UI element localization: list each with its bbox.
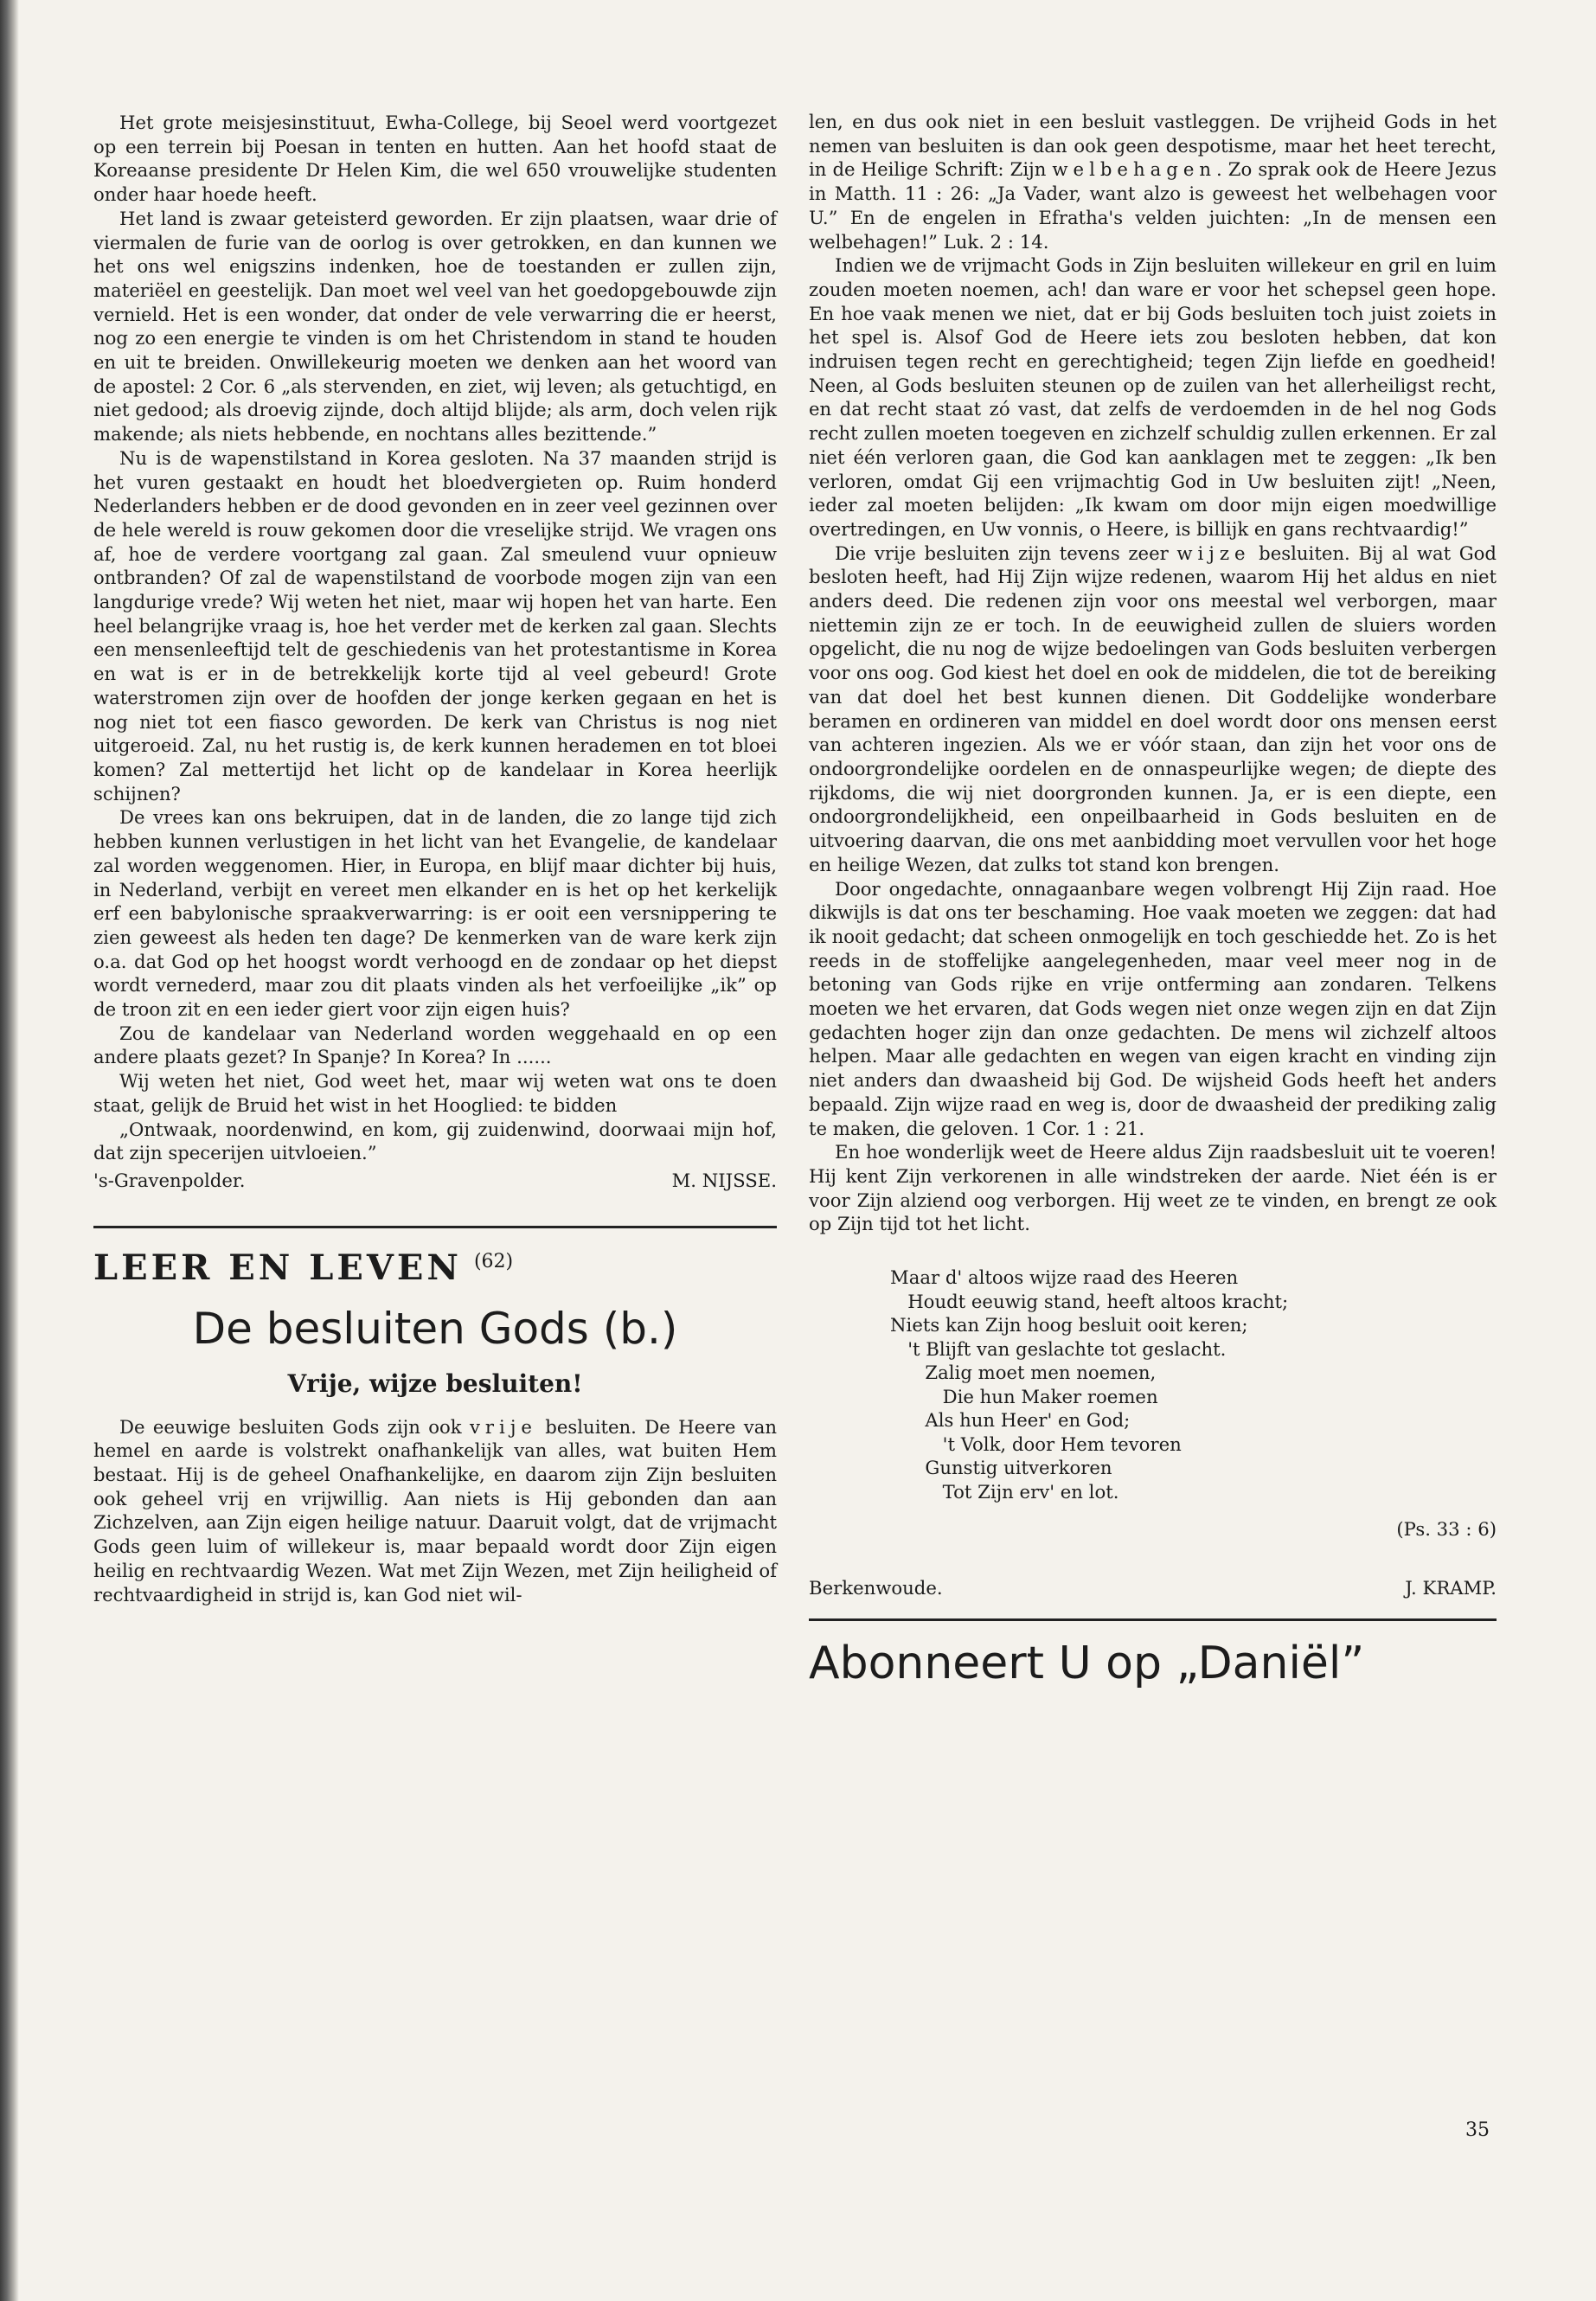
verse-line: 't Volk, door Hem tevoren (890, 1433, 1182, 1455)
section-divider (809, 1618, 1497, 1621)
subscription-advert: Abonneert U op „Daniël” (809, 1638, 1365, 1690)
emphasis-text: wijze (1176, 542, 1251, 564)
emphasis-text: vrije (469, 1415, 537, 1438)
psalm-verse (890, 1266, 1497, 1503)
signature-place: Berkenwoude. (809, 1576, 943, 1599)
article-subtitle: Vrije, wijze besluiten! (287, 1368, 583, 1398)
verse-line: Zalig moet men noemen, (890, 1362, 1157, 1384)
page-number: 35 (1465, 2119, 1490, 2141)
article-paragraph (809, 110, 1497, 253)
section-divider (93, 1226, 777, 1228)
article-paragraph (809, 542, 1497, 877)
text-run: besluiten. Bij al wat God besloten heeft, had Hij Zijn wijze redenen, waarom Hij het aldus en niet anders deed. Die redenen zijn voor ons meestal wel verborgen, maar niettemin zijn ze er toch. In de eeuwigheid zullen de sluiers worden opgelicht, die nu nog de wijze bedoelingen van Gods besluiten verbergen voor ons oog. God kiest het doel en ook de middelen, die tot de bereiking van dat doel het best kunnen dienen. Dit Goddelijke wonderbare beramen en ordineren van middel en doel wordt door ons mensen eerst van achteren ingezien. Als we er vóór staan, dan zijn het voor ons de ondoorgrondelijke oordelen en de onnaspeurlijke wegen; de diepte des rijkdoms, die wij niet doorgronden kunnen. Ja, er is een diepte, een ondoorgrondelijkheid, een onpeilbaarheid in Gods besluiten en de uitvoering daarvan, die ons met aanbidding moet vervullen voor het hoge en heilige Wezen, dat zulks tot stand kon brengen. (809, 542, 1497, 875)
verse-line: 't Blijft van geslachte tot geslacht. (890, 1337, 1227, 1360)
article-paragraph (93, 1415, 777, 1607)
verse-line: Niets kan Zijn hoog besluit ooit keren; (890, 1314, 1248, 1336)
verse-line: Die hun Maker roemen (890, 1385, 1158, 1407)
article-paragraph: Door ongedachte, onnagaanbare wegen volbrengt Hij Zijn raad. Hoe dikwijls is dat ons ter beschaming. Hoe vaak moeten we zeggen: dat had ik nooit gedacht; dat scheen onmogelijk en toch geschiedde het. Zo is het reeds in de stoffelijke aangelegenheden, maar veel meer nog in de betoning van Gods rijke en vrije ontferming aan zondaren. Telkens moeten we het ervaren, dat Gods wegen niet onze wegen zijn en dat Zijn gedachten hoger zijn dan onze gedachten. De mens wil zichzelf altoos helpen. Maar alle gedachten en wegen van eigen kracht en vinding zijn niet anders dan dwaasheid bij God. De wijsheid Gods heeft het anders bepaald. Zijn wijze raad en weg is, door de dwaasheid der prediking zalig te maken, die geloven. 1 Cor. 1 : 21. (809, 877, 1497, 1139)
text-run: besluiten. De Heere van hemel en aarde is volstrekt onafhankelijk van alles, wat buiten Hem bestaat. Hij is de geheel Onafhankelijke, en daarom zijn Zijn besluiten ook geheel vrij en vrijwillig. Aan niets is Hij gebonden dan aan Zichzelven, aan Zijn eigen heilige natuur. Daaruit volgt, dat de vrijmacht Gods geen luim of willekeur is, maar bepaald wordt door Zijn eigen heilig en rechtvaardig Wezen. Wat met Zijn Wezen, met Zijn heiligheid of rechtvaardigheid in strijd is, kan God niet wil- (93, 1415, 777, 1606)
signature-row (809, 1576, 1497, 1600)
paragraph: Nu is de wapenstilstand in Korea gesloten. Na 37 maanden strijd is het vuren gestaakt en houdt het bloedvergieten op. Ruim honderd Nederlanders hebben er de dood gevonden en in zeer veel gezinnen over de hele wereld is rouw gekomen door die vreselijke strijd. We vragen ons af, hoe de verdere voortgang zal gaan. Zal smeulend vuur opnieuw ontbranden? Of zal de wapenstilstand de voorbode mogen zijn van een langdurige vrede? Wij weten het niet, maar wij hopen het van harte. Een heel belangrijke vraag is, hoe het verder met de kerken zal gaan. Slechts een mensenleeftijd telt de geschiedenis van het protestantisme in Korea en wat is er in de betrekkelijk korte tijd al veel gebeurd! Grote waterstromen zijn over de hoofden der jonge kerken gegaan en het is nog niet tot een fiasco geworden. De kerk van Christus is nog niet uitgeroeid. Zal, nu het rustig is, de kerk kunnen herademen en tot bloei komen? Zal mettertijd het licht op de kandelaar in Korea heerlijk schijnen? (93, 446, 777, 804)
verse-line: Tot Zijn erv' en lot. (890, 1480, 1119, 1503)
verse-line: Maar d' altoos wijze raad des Heeren (890, 1266, 1239, 1289)
verse-line: Als hun Heer' en God; (890, 1409, 1131, 1432)
text-run: Die vrije besluiten zijn tevens zeer (835, 542, 1177, 564)
text-run: . Zo sprak ook de Heere Jezus in Matth. 11 : 26: „Ja Vader, want alzo is geweest het welbehagen voor U.” En de engelen in Efratha's velden juichten: „In de mensen een welbehagen!” Luk. 2 : 14. (809, 158, 1497, 253)
emphasis-text: welbehagen (1052, 158, 1216, 181)
series-title: LEER EN LEVEN (93, 1247, 462, 1288)
article-paragraph: Indien we de vrijmacht Gods in Zijn besluiten willekeur en gril en luim zouden moeten noemen, ach! dan ware er voor het schepsel geen hope. En hoe vaak menen we niet, dat er bij Gods besluiten toch juist zoiets in het spel is. Alsof God de Heere iets zou besloten hebben, dat kon indruisen tegen recht en gerechtigheid; tegen Zijn liefde en goedheid! Neen, al Gods besluiten steunen op de zuilen van het allerheiligst recht, en dat recht staat zó vast, dat zelfs de verdoemden in de hel nog Gods recht zullen moeten toegeven en zichzelf schuldig zullen erkennen. Er zal niet één verloren gaan, die God kan aanklagen met te zeggen: „Ik ben verloren, omdat Gij een vrijmachtig God in Uw besluiten zijt! „Neen, ieder zal moeten belijden: „Ik kwam om door mijn eigen moedwillige overtredingen, en Uw vonnis, o Heere, is billijk en gans rechtvaardig!” (809, 254, 1497, 540)
paragraph: Zou de kandelaar van Nederland worden weggehaald en op een andere plaats gezet? In Spanje? In Korea? In ...... (93, 1022, 777, 1068)
signature-place: 's-Gravenpolder. (93, 1169, 246, 1191)
series-heading (93, 1249, 777, 1287)
signature-row (93, 1169, 777, 1193)
paragraph: Het land is zwaar geteisterd geworden. Er zijn plaatsen, waar drie of viermalen de furie van de oorlog is over getrokken, en dan kunnen we het ons wel enigszins indenken, hoe de toestanden er zullen zijn, materiëel en geestelijk. Dan moet wel veel van het goedopgebouwde zijn vernield. Het is een wonder, dat onder de vele verwarring die er heerst, nog zo een energie te vinden is om het Christendom in stand te houden en uit te breiden. Onwillekeurig moeten we denken aan het woord van de apostel: 2 Cor. 6 „als stervenden, en ziet, wij leven; als getuchtigd, en niet gedood; als droevig zijnde, doch altijd blijde; als arm, doch velen rijk makende; als niets hebbende, en nochtans alles bezittende.” (93, 207, 777, 445)
article-title: De besluiten Gods (b.) (192, 1303, 678, 1354)
left-column (93, 111, 777, 1606)
paragraph: Het grote meisjesinstituut, Ewha-College, bij Seoel werd voortgezet op een terrein bij Poesan in tenten en hutten. Aan het hoofd staat de Koreaanse presidente Dr Helen Kim, die wel 650 vrouwelijke studenten onder haar hoede heeft. (93, 112, 777, 206)
verse-line: Houdt eeuwig stand, heeft altoos kracht; (890, 1290, 1289, 1312)
paragraph: De vrees kan ons bekruipen, dat in de landen, die zo lange tijd zich hebben kunnen verlustigen in het licht van het Evangelie, de kandelaar zal worden weggenomen. Hier, in Europa, en blijf maar dichter bij huis, in Nederland, verbijt en vereet men elkander en is het op het kerkelijk erf een babylonische spraakverwarring: is er ooit een versnippering te zien geweest als heden ten dage? De kenmerken van de ware kerk zijn o.a. dat God op het hoogst wordt verhoogd en de zondaar op het diepst wordt vernederd, maar zou dit plaats vinden als het verfoeilijke „ik” op de troon zit en een ieder giert voor zijn eigen huis? (93, 806, 777, 1021)
verse-line: Gunstig uitverkoren (890, 1457, 1112, 1479)
signature-author: J. KRAMP. (1405, 1576, 1497, 1599)
paragraph: Wij weten het niet, God weet het, maar wij weten wat ons te doen staat, gelijk de Bruid het wist in het Hooglied: te bidden (93, 1070, 777, 1116)
page-binding-edge (0, 0, 19, 2301)
article-paragraph: En hoe wonderlijk weet de Heere aldus Zijn raadsbesluit uit te voeren! Hij kent Zijn verkorenen in alle windstreken der aarde. Niet één is er voor Zijn alziend oog verborgen. Hij weet ze te vinden, en brengt ze ook op Zijn tijd tot het licht. (809, 1141, 1497, 1235)
text-run: De eeuwige besluiten Gods zijn ook (119, 1415, 470, 1438)
quote-paragraph: „Ontwaak, noordenwind, en kom, gij zuidenwind, doorwaai mijn hof, dat zijn specerijen uitvloeien.” (93, 1118, 777, 1164)
series-number: (62) (473, 1250, 514, 1272)
right-column (809, 110, 1497, 1690)
signature-author: M. NIJSSE. (671, 1169, 777, 1191)
text-run: len, en dus ook niet in een besluit vastleggen. De vrijheid Gods in het nemen van besluiten is dan ook geen despotisme, maar het heet terecht, in de Heilige Schrift: Zijn (809, 111, 1497, 181)
psalm-reference: (Ps. 33 : 6) (1396, 1518, 1497, 1541)
